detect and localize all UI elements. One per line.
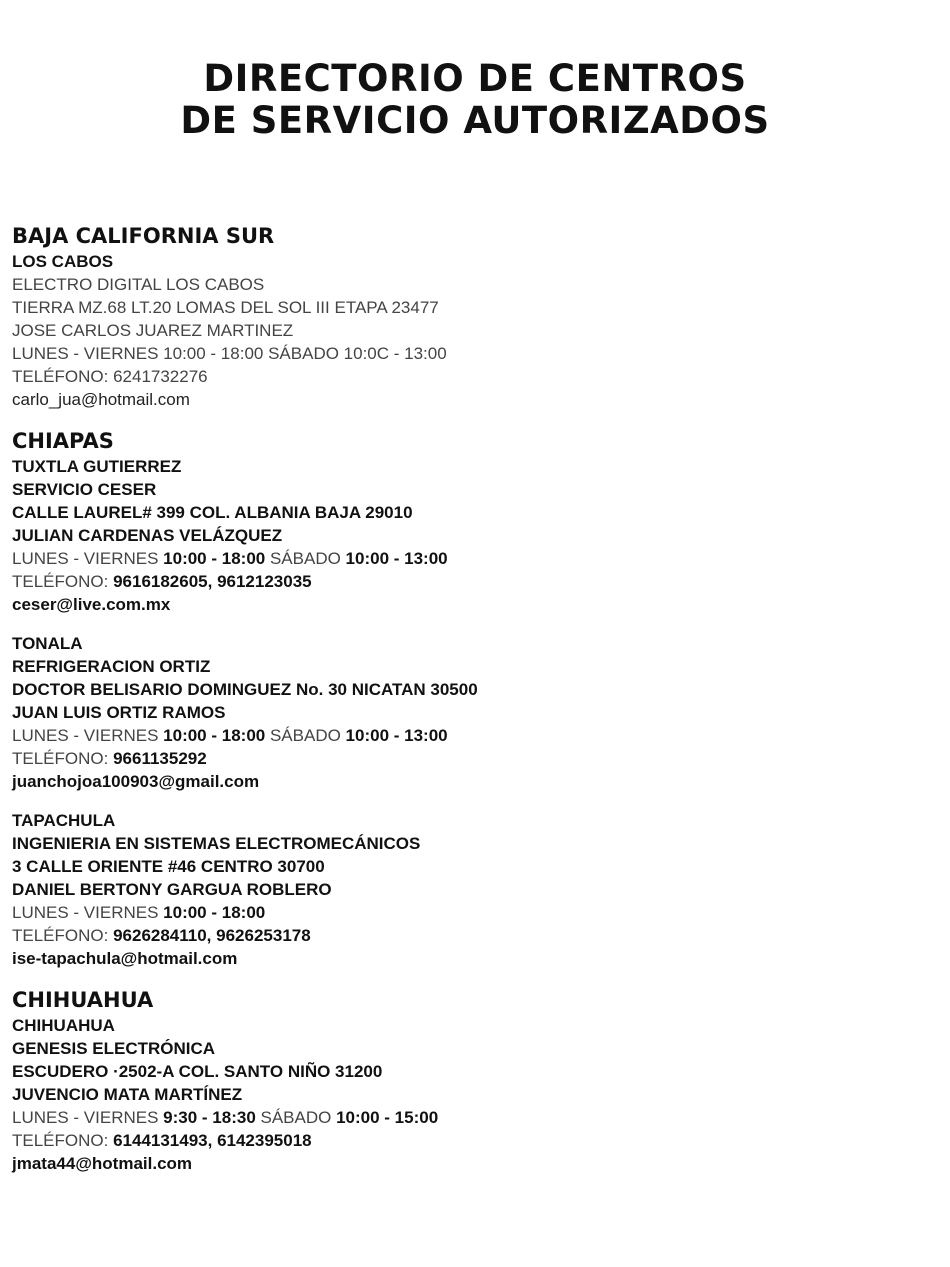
hours-days-saturday: SÁBADO (255, 1108, 337, 1127)
service-center-tonala (12, 632, 932, 793)
business-name: SERVICIO CESER (12, 480, 157, 499)
phone-label: TELÉFONO: (12, 926, 114, 945)
business-name: ELECTRO DIGITAL LOS CABOS (12, 275, 265, 294)
hours-time-weekday: 10:00 - 18:00 (163, 549, 266, 568)
business-hours (12, 724, 932, 747)
address: DOCTOR BELISARIO DOMINGUEZ No. 30 NICATAN 30500 (12, 680, 478, 699)
business-hours (12, 1106, 932, 1129)
city-name: TONALA (12, 634, 83, 653)
page-title (0, 58, 950, 142)
address: TIERRA MZ.68 LT.20 LOMAS DEL SOL III ETAPA 23477 (12, 298, 439, 317)
state-heading-baja-california-sur: BAJA CALIFORNIA SUR (12, 224, 275, 248)
business-hours (12, 547, 932, 570)
contact-name: DANIEL BERTONY GARGUA ROBLERO (12, 880, 332, 899)
hours-time-saturday: 10:00 - 15:00 (336, 1108, 439, 1127)
business-name: GENESIS ELECTRÓNICA (12, 1039, 216, 1058)
hours-days-weekday: LUNES - VIERNES (12, 344, 164, 363)
service-center-tuxtla-gutierrez (12, 455, 932, 616)
business-name: INGENIERIA EN SISTEMAS ELECTROMECÁNICOS (12, 834, 421, 853)
hours-time-weekday: 10:00 - 18:00 (163, 726, 266, 745)
state-heading-chihuahua: CHIHUAHUA (12, 988, 154, 1012)
hours-time-saturday: 10:0C - 13:00 (343, 344, 447, 363)
phone-number: 6241732276 (113, 367, 208, 386)
phone-number: 6144131493, 6142395018 (113, 1131, 312, 1150)
contact-name: JUAN LUIS ORTIZ RAMOS (12, 703, 226, 722)
hours-time-weekday: 9:30 - 18:30 (163, 1108, 256, 1127)
hours-time-weekday: 10:00 - 18:00 (163, 903, 266, 922)
phone-label: TELÉFONO: (12, 572, 114, 591)
email-address: ceser@live.com.mx (12, 595, 171, 614)
business-hours (12, 342, 932, 365)
city-name: CHIHUAHUA (12, 1016, 115, 1035)
service-center-tapachula (12, 809, 932, 970)
phone-label: TELÉFONO: (12, 367, 114, 386)
business-hours (12, 901, 932, 924)
title-line-2: DE SERVICIO AUTORIZADOS (180, 99, 770, 142)
phone-number: 9616182605, 9612123035 (113, 572, 312, 591)
email-address: carlo_jua@hotmail.com (12, 390, 190, 409)
city-name: LOS CABOS (12, 252, 114, 271)
email-address: juanchojoa100903@gmail.com (12, 772, 260, 791)
hours-days-saturday: SÁBADO (265, 726, 346, 745)
phone-label: TELÉFONO: (12, 1131, 114, 1150)
email-address: jmata44@hotmail.com (12, 1154, 193, 1173)
phone-label: TELÉFONO: (12, 749, 114, 768)
city-name: TUXTLA GUTIERREZ (12, 457, 182, 476)
hours-days-saturday: SÁBADO (263, 344, 344, 363)
email-address: ise-tapachula@hotmail.com (12, 949, 238, 968)
hours-days-weekday: LUNES - VIERNES (12, 903, 164, 922)
hours-days-weekday: LUNES - VIERNES (12, 549, 164, 568)
phone-line (12, 924, 932, 947)
address: 3 CALLE ORIENTE #46 CENTRO 30700 (12, 857, 325, 876)
business-name: REFRIGERACION ORTIZ (12, 657, 211, 676)
contact-name: JOSE CARLOS JUAREZ MARTINEZ (12, 321, 294, 340)
hours-time-saturday: 10:00 - 13:00 (345, 726, 448, 745)
phone-line (12, 365, 932, 388)
phone-number: 9661135292 (113, 749, 207, 768)
address: ESCUDERO ·2502-A COL. SANTO NIÑO 31200 (12, 1062, 383, 1081)
hours-days-weekday: LUNES - VIERNES (12, 726, 164, 745)
phone-line (12, 1129, 932, 1152)
service-center-chihuahua (12, 1014, 932, 1175)
hours-time-weekday: 10:00 - 18:00 (163, 344, 264, 363)
phone-number: 9626284110, 9626253178 (113, 926, 311, 945)
hours-time-saturday: 10:00 - 13:00 (345, 549, 448, 568)
directory-list (12, 222, 932, 1175)
hours-days-saturday: SÁBADO (265, 549, 346, 568)
contact-name: JUVENCIO MATA MARTÍNEZ (12, 1085, 243, 1104)
service-center-los-cabos (12, 250, 932, 411)
hours-days-weekday: LUNES - VIERNES (12, 1108, 164, 1127)
title-line-1: DIRECTORIO DE CENTROS (203, 57, 747, 100)
city-name: TAPACHULA (12, 811, 116, 830)
address: CALLE LAUREL# 399 COL. ALBANIA BAJA 29010 (12, 503, 413, 522)
phone-line (12, 570, 932, 593)
contact-name: JULIAN CARDENAS VELÁZQUEZ (12, 526, 283, 545)
phone-line (12, 747, 932, 770)
state-heading-chiapas: CHIAPAS (12, 429, 114, 453)
